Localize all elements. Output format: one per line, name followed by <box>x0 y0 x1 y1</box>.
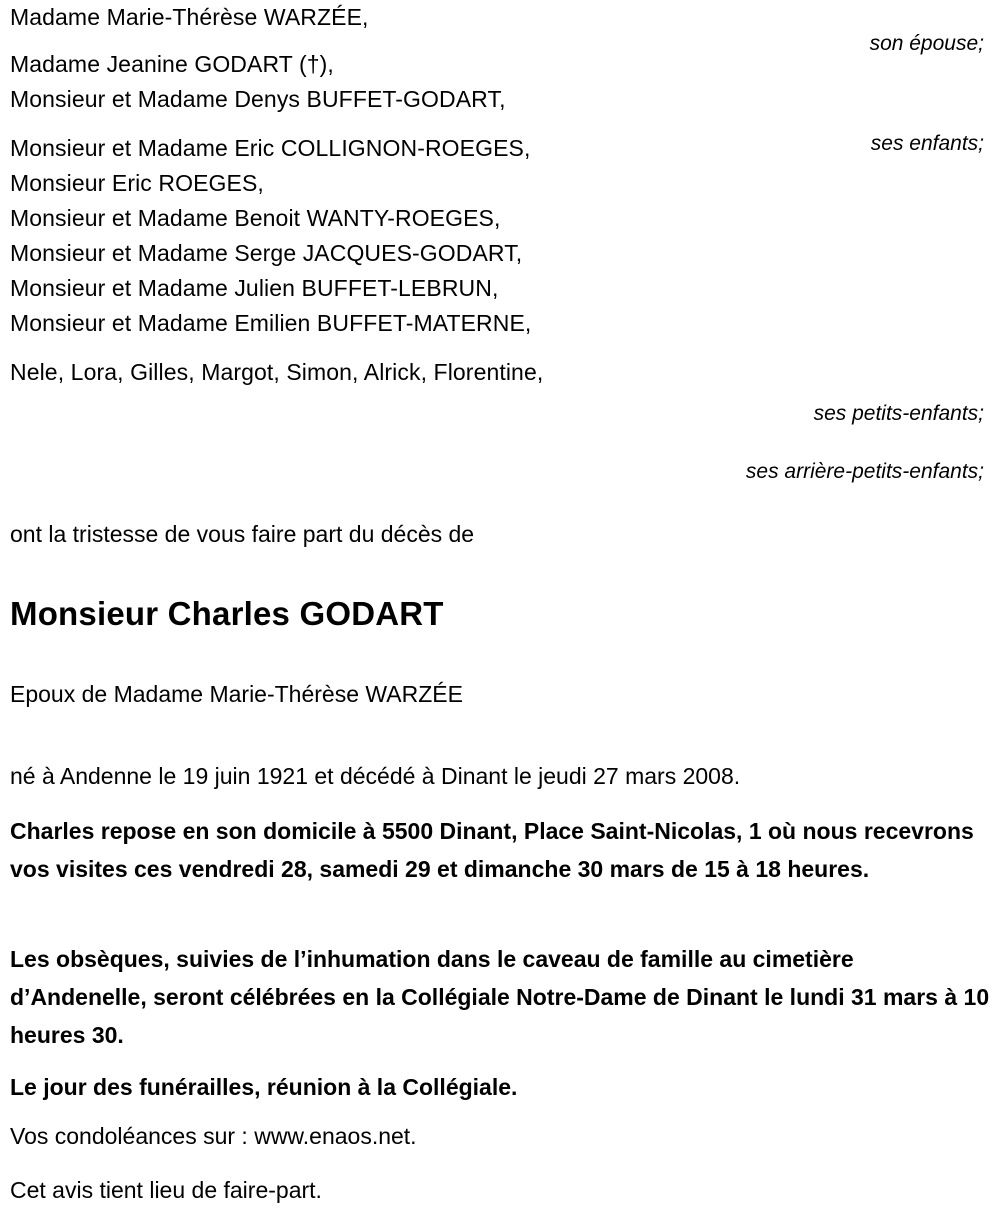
relative-group-great-grandchildren <box>10 355 750 390</box>
relation-label-grandchildren: ses petits-enfants; <box>813 402 984 425</box>
announcement-intro: ont la tristesse de vous faire part du décès de <box>10 521 475 547</box>
relation-label-great-grandchildren: ses arrière-petits-enfants; <box>745 460 984 483</box>
spouse-of-line: Epoux de Madame Marie-Thérèse WARZÉE <box>10 681 463 707</box>
funeral-paragraph: Les obsèques, suivies de l’inhumation dans le caveau de famille au cimetière d’Andenelle, seront célébrées en la Collégiale Notre-Dame de Dinant le lundi 31 mars à 10 heures 30. <box>10 946 990 1048</box>
birth-death-line: né à Andenne le 19 juin 1921 et décédé à Dinant le jeudi 27 mars 2008. <box>10 763 741 789</box>
wake-paragraph: Charles repose en son domicile à 5500 Dinant, Place Saint-Nicolas, 1 où nous recevrons vos visites ces vendredi 28, samedi 29 et dimanche 30 mars de 15 à 18 heures. <box>10 818 974 882</box>
relative-name: Madame Marie-Thérèse WARZÉE, <box>10 4 369 30</box>
relative-name: Monsieur et Madame Denys BUFFET-GODART, <box>10 86 506 112</box>
relative-name: Monsieur et Madame Benoit WANTY-ROEGES, <box>10 205 501 231</box>
relative-name: Monsieur Eric ROEGES, <box>10 170 264 196</box>
relation-label-spouse: son épouse; <box>869 32 984 55</box>
notice-note-line: Cet avis tient lieu de faire-part. <box>10 1177 322 1203</box>
deceased-name-heading: Monsieur Charles GODART <box>10 595 444 632</box>
relation-label-children: ses enfants; <box>870 132 984 155</box>
relative-name: Monsieur et Madame Serge JACQUES-GODART, <box>10 240 523 266</box>
relative-group-grandchildren <box>10 131 750 341</box>
relative-name: Monsieur et Madame Eric COLLIGNON-ROEGES, <box>10 135 531 161</box>
relative-group-spouse <box>10 0 750 35</box>
relative-name: Monsieur et Madame Julien BUFFET-LEBRUN, <box>10 275 499 301</box>
condolences-line: Vos condoléances sur : www.enaos.net. <box>10 1123 417 1149</box>
relative-name: Nele, Lora, Gilles, Margot, Simon, Alrick, Florentine, <box>10 359 544 385</box>
relative-name: Madame Jeanine GODART (†), <box>10 51 334 77</box>
relative-group-children <box>10 47 750 117</box>
relatives-names-column <box>10 0 750 390</box>
gathering-paragraph: Le jour des funérailles, réunion à la Collégiale. <box>10 1074 518 1100</box>
relative-name: Monsieur et Madame Emilien BUFFET-MATERNE, <box>10 310 532 336</box>
